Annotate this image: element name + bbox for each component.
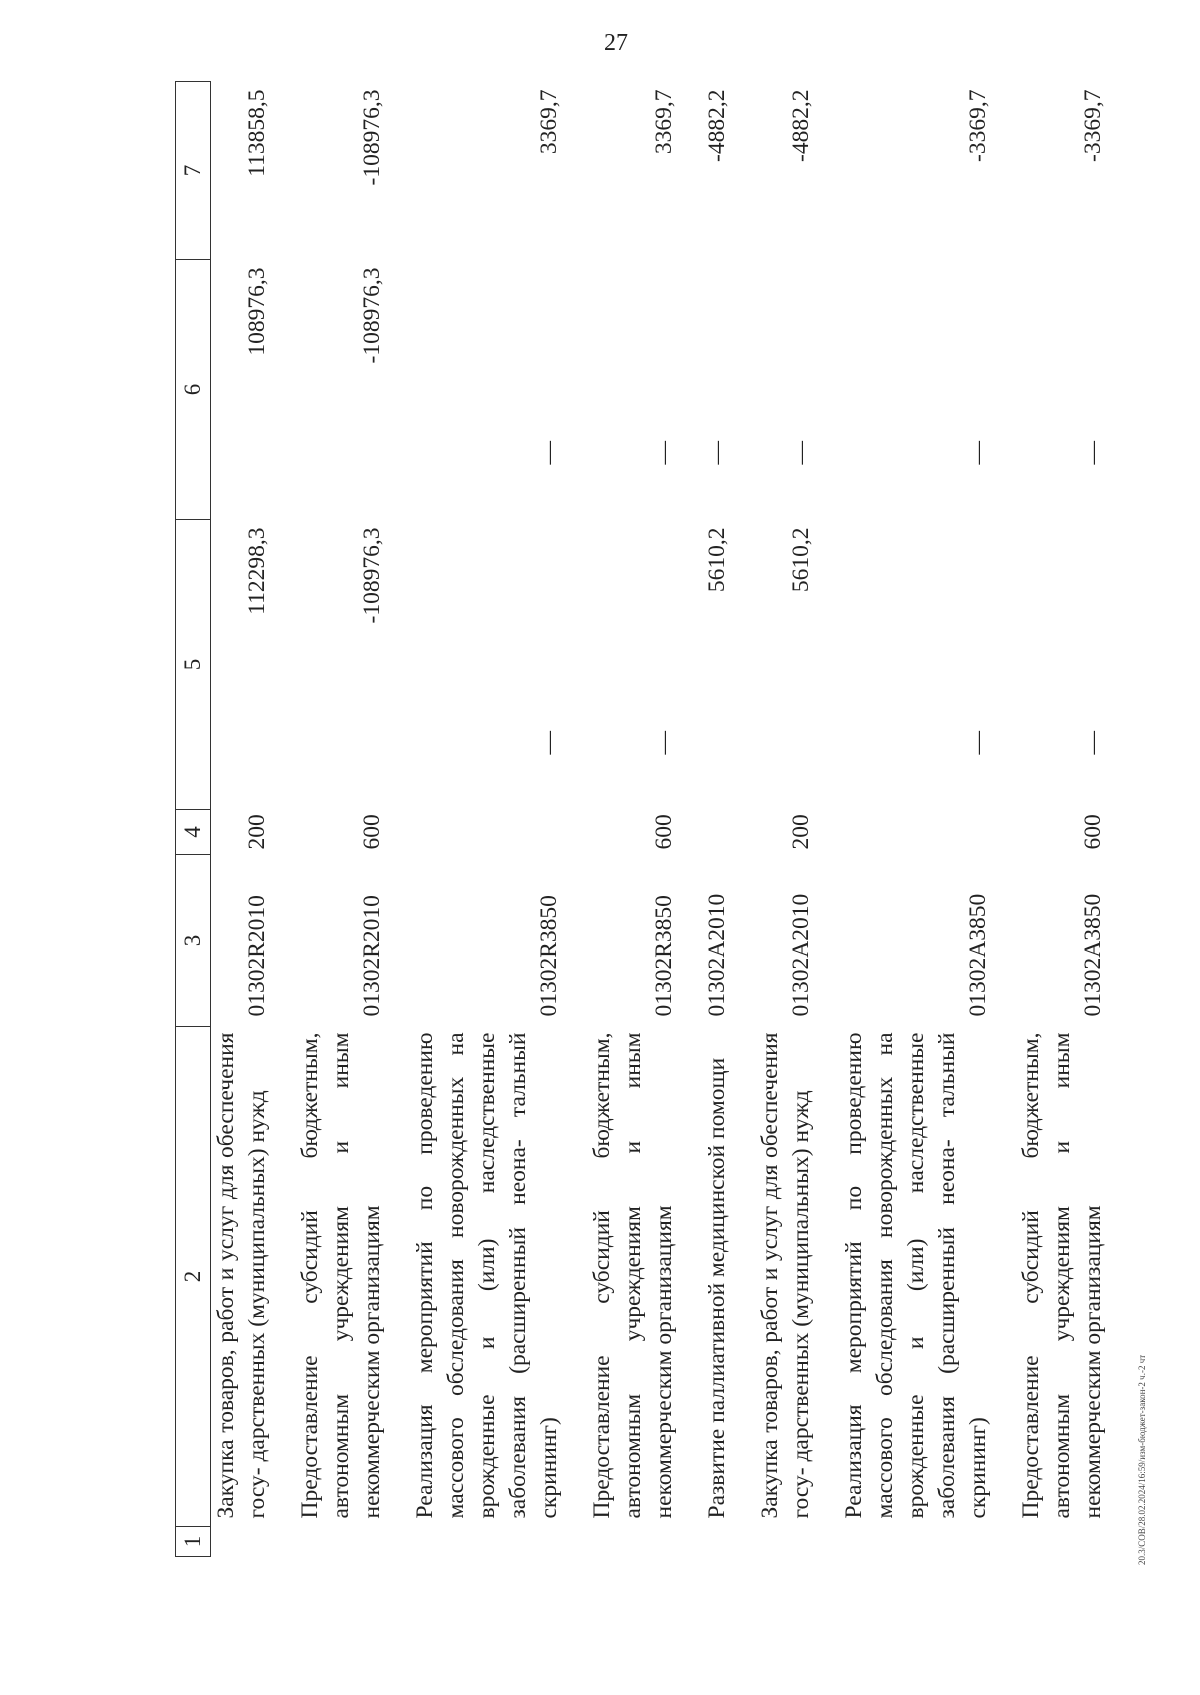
row-name: Реализация мероприятий по проведению массового обследования новорожденных на врожденные и (или) наследственные заболевания (расширенный неона- тальный скрининг) — [841, 1032, 991, 1519]
row-name: Реализация мероприятий по проведению массового обследования новорожденных на врожденные и (или) наследственные заболевания (расширенный неона- тальный скрининг) — [412, 1032, 562, 1519]
row-expense-type: 200 — [788, 814, 814, 850]
row-value-col5: — — [1080, 731, 1106, 755]
column-header: 6 — [176, 260, 211, 520]
row-value-col7: 3369,7 — [651, 89, 677, 155]
row-expense-type — [410, 810, 587, 855]
table-row — [1016, 82, 1111, 1557]
row-expense-type: 600 — [1080, 814, 1106, 850]
row-value-col7: -3369,7 — [1080, 89, 1106, 162]
row-target-code: 01302R2010 — [244, 895, 270, 1017]
row-value-col5: — — [651, 731, 677, 755]
column-header: 7 — [176, 82, 211, 260]
row-target-code: 01302A3850 — [1080, 893, 1106, 1017]
table-row — [587, 82, 702, 1557]
table-header-row — [176, 82, 211, 1557]
row-name: Закупка товаров, работ и услуг для обеспечения госу- дарственных (муниципальных) нужд — [213, 1032, 270, 1519]
table-row — [410, 82, 587, 1557]
row-cell-col1 — [295, 1527, 410, 1557]
row-cell-col1 — [755, 1527, 839, 1557]
table-row — [839, 82, 1016, 1557]
row-value-col6: — — [536, 441, 562, 465]
column-header: 3 — [176, 855, 211, 1027]
row-cell-col1 — [587, 1527, 702, 1557]
row-cell-col1 — [702, 1527, 755, 1557]
row-name: Развитие паллиативной медицинской помощи — [704, 1057, 730, 1519]
budget-table-rotated — [175, 82, 1106, 1557]
row-cell-col1 — [211, 1527, 296, 1557]
row-value-col6: — — [651, 441, 677, 465]
column-header: 1 — [176, 1527, 211, 1557]
row-name: Предоставление субсидий бюджетным, автономным учреждениям и иным некоммерческим организациям — [297, 1032, 385, 1519]
row-value-col7: -4882,2 — [704, 89, 730, 162]
row-target-code: 01302R3850 — [651, 895, 677, 1017]
row-value-col5: -108976,3 — [359, 527, 385, 624]
row-target-code: 01302R2010 — [359, 895, 385, 1017]
table-row — [702, 82, 755, 1557]
row-value-col7: 3369,7 — [536, 89, 562, 155]
row-expense-type: 200 — [244, 814, 270, 850]
row-name: Предоставление субсидий бюджетным, автономным учреждениям и иным некоммерческим организациям — [589, 1032, 677, 1519]
row-value-col7: -4882,2 — [788, 89, 814, 162]
budget-table — [175, 81, 1111, 1557]
row-cell-col1 — [410, 1527, 587, 1557]
column-header: 5 — [176, 520, 211, 810]
row-value-col5: 112298,3 — [244, 527, 270, 615]
row-value-col6: -108976,3 — [359, 267, 385, 364]
column-header: 2 — [176, 1027, 211, 1527]
row-value-col6: — — [1080, 441, 1106, 465]
footer-document-id: 20.3/СОВ/28.02.2024/16:59/изм-бюджет-закон-2 ч.-2 чт — [1137, 1354, 1147, 1565]
row-cell-col1 — [839, 1527, 1016, 1557]
row-value-col5: 5610,2 — [788, 527, 814, 593]
column-header: 4 — [176, 810, 211, 855]
row-value-col6: — — [965, 441, 991, 465]
row-value-col5: — — [536, 731, 562, 755]
row-value-col7: -3369,7 — [965, 89, 991, 162]
row-value-col5: 5610,2 — [704, 527, 730, 593]
row-expense-type: 600 — [651, 814, 677, 850]
row-value-col6: — — [788, 441, 814, 465]
row-expense-type — [839, 810, 1016, 855]
row-value-col6: 108976,3 — [244, 267, 270, 356]
row-value-col6: — — [704, 441, 730, 465]
table-body — [211, 82, 1112, 1557]
row-target-code: 01302A2010 — [788, 893, 814, 1017]
row-value-col7: 113858,5 — [244, 89, 270, 177]
row-expense-type — [702, 810, 755, 855]
row-target-code: 01302A2010 — [704, 893, 730, 1017]
table-row — [295, 82, 410, 1557]
row-value-col5: — — [965, 731, 991, 755]
page-number: 27 — [604, 30, 628, 56]
row-value-col7: -108976,3 — [359, 89, 385, 186]
row-target-code: 01302R3850 — [536, 895, 562, 1017]
table-row — [755, 82, 839, 1557]
row-expense-type: 600 — [359, 814, 385, 850]
row-name: Предоставление субсидий бюджетным, автономным учреждениям и иным некоммерческим организациям — [1018, 1032, 1106, 1519]
row-target-code: 01302A3850 — [965, 893, 991, 1017]
table-row — [211, 82, 296, 1557]
row-name: Закупка товаров, работ и услуг для обеспечения госу- дарственных (муниципальных) нужд — [757, 1032, 814, 1519]
row-cell-col1 — [1016, 1527, 1111, 1557]
